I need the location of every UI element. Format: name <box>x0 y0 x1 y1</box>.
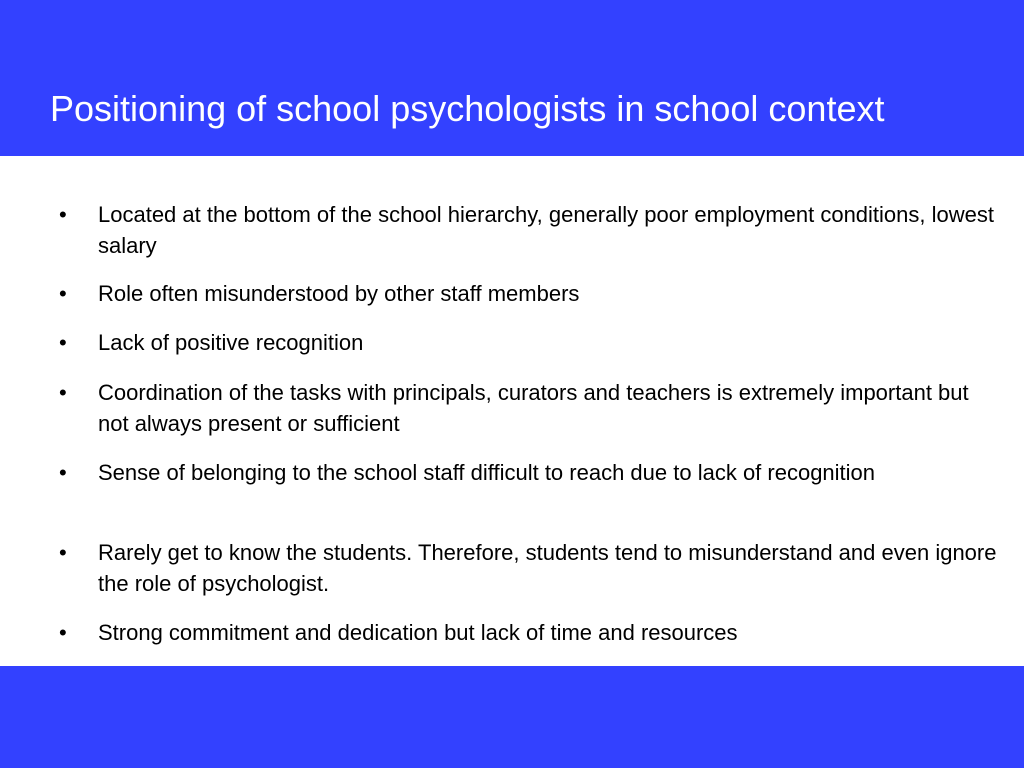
bullet-dot: • <box>59 380 67 405</box>
bullet-text: Rarely get to know the students. Therefore, students tend to misunderstand and even ignore the role of psychologist. <box>98 540 997 596</box>
bullet-text: Sense of belonging to the school staff difficult to reach due to lack of recognition <box>98 460 876 485</box>
slide-content <box>0 156 1024 666</box>
bullet-text: Located at the bottom of the school hierarchy, generally poor employment conditions, lowest salary <box>98 202 994 258</box>
bullet-text: Strong commitment and dedication but lack of time and resources <box>98 620 738 645</box>
footer-band <box>0 666 1024 768</box>
bullet-dot: • <box>59 620 67 645</box>
bullet-dot: • <box>59 281 67 306</box>
bullet-dot: • <box>59 460 67 485</box>
title-band <box>0 0 1024 156</box>
bullet-text: Lack of positive recognition <box>98 330 364 355</box>
slide-title: Positioning of school psychologists in school context <box>50 88 885 129</box>
bullet-dot: • <box>59 202 67 227</box>
bullet-dot: • <box>59 540 67 565</box>
bullet-text: Coordination of the tasks with principals, curators and teachers is extremely important but not always present or sufficient <box>98 380 969 436</box>
bullet-text: Role often misunderstood by other staff members <box>98 281 580 306</box>
bullet-dot: • <box>59 330 67 355</box>
